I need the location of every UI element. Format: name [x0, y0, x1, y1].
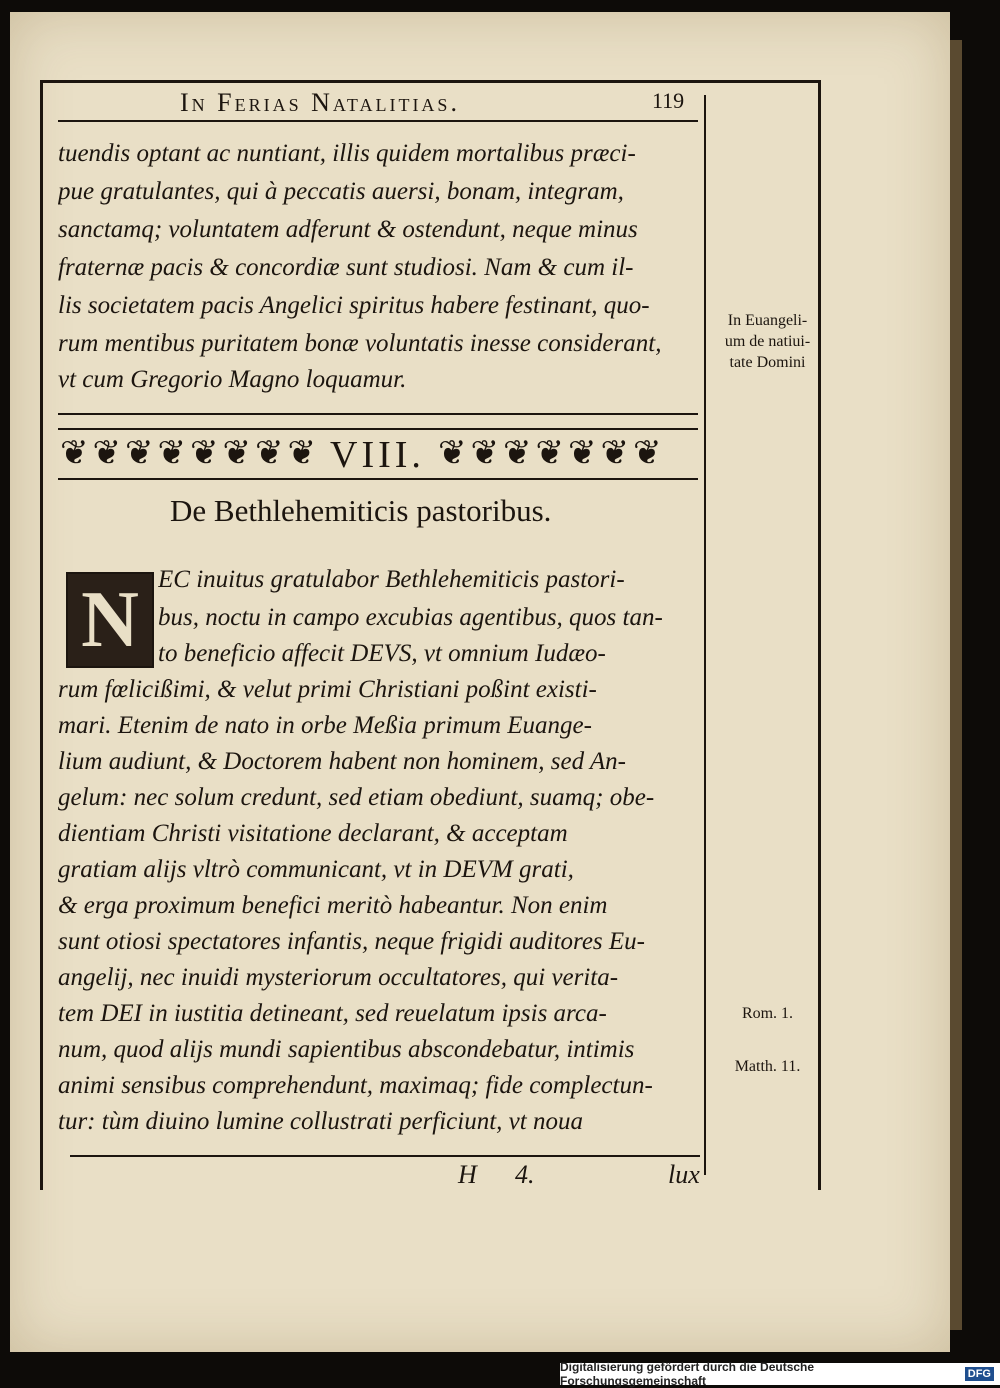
margin-note-matthew: Matth. 11. — [734, 1058, 801, 1075]
text-line: tur: tùm diuino lumine collustrati perficiunt, vt noua — [58, 1108, 583, 1135]
section-number: VIII. — [330, 434, 425, 476]
footer-text: Digitalisierung gefördert durch die Deutsche Forschungsgemeinschaft — [560, 1360, 815, 1388]
section-rule-top — [58, 413, 698, 415]
margin-note-line: In Euangeli- — [727, 312, 808, 329]
fleuron-icon: ❦ — [568, 433, 597, 473]
section-rule-upper — [58, 428, 698, 430]
section-title: De Bethlehemiticis pastoribus. — [170, 493, 552, 528]
text-line: lium audiunt, & Doctorem habent non hominem, sed An- — [58, 748, 626, 775]
text-column-rule — [704, 95, 706, 1175]
section-rule-lower — [58, 478, 698, 480]
fleuron-icon: ❦ — [255, 433, 284, 473]
text-line: num, quod alijs mundi sapientibus abscondebatur, intimis — [58, 1036, 635, 1063]
fleuron-icon: ❦ — [92, 433, 121, 473]
text-line: sanctamq; voluntatem adferunt & ostendunt, neque minus — [58, 216, 638, 243]
catchword: lux — [668, 1160, 700, 1189]
text-line: gelum: nec solum credunt, sed etiam obediunt, suamq; obe- — [58, 784, 655, 811]
page-edge — [950, 40, 962, 1330]
text-line: tem DEI in iustitia detineant, sed reuelatum ipsis arca- — [58, 1000, 607, 1027]
fleuron-icon: ❦ — [190, 433, 219, 473]
fleuron-icon: ❦ — [157, 433, 186, 473]
margin-note-line: um de natiui- — [724, 333, 811, 350]
text-line: rum fœlicißimi, & velut primi Christiani poßint existi- — [58, 676, 597, 703]
text-line: & erga proximum benefici meritò habeantur. Non enim — [58, 892, 608, 919]
text-line: to beneficio affecit DEVS, vt omnium Iudæo- — [158, 640, 606, 667]
ornament-row-right — [438, 433, 662, 473]
signature-mark: H — [458, 1160, 477, 1189]
fleuron-icon: ❦ — [470, 433, 499, 473]
fleuron-icon: ❦ — [503, 433, 532, 473]
fleuron-icon: ❦ — [125, 433, 154, 473]
bottom-rule — [70, 1155, 700, 1157]
fleuron-icon: ❦ — [60, 433, 89, 473]
dfg-logo-icon: DFG — [965, 1367, 994, 1381]
text-line: lis societatem pacis Angelici spiritus habere festinant, quo- — [58, 292, 650, 319]
text-line: tuendis optant ac nuntiant, illis quidem mortalibus præci- — [58, 140, 636, 167]
text-line: mari. Etenim de nato in orbe Meßia primum Euange- — [58, 712, 592, 739]
fleuron-icon: ❦ — [600, 433, 629, 473]
head-rule — [58, 120, 698, 122]
fleuron-icon: ❦ — [222, 433, 251, 473]
ornament-row-left — [60, 433, 316, 473]
decorated-initial: N — [66, 572, 154, 668]
text-line: bus, noctu in campo excubias agentibus, quos tan- — [158, 604, 663, 631]
page-number: 119 — [652, 88, 685, 113]
fleuron-icon: ❦ — [535, 433, 564, 473]
margin-note-line: tate Domini — [729, 354, 806, 371]
text-line: gratiam alijs vltrò communicant, vt in DEVM grati, — [58, 856, 574, 883]
left-rule — [40, 80, 43, 1190]
text-line: fraternæ pacis & concordiæ sunt studiosi. Nam & cum il- — [58, 254, 634, 281]
text-line: sunt otiosi spectatores infantis, neque frigidi auditores Eu- — [58, 928, 646, 955]
text-line: dientiam Christi visitatione declarant, & acceptam — [58, 820, 568, 847]
top-rule — [40, 80, 820, 83]
text-line: vt cum Gregorio Magno loquamur. — [58, 366, 407, 393]
signature-number: 4. — [515, 1160, 535, 1189]
text-line: angelij, nec inuidi mysteriorum occultatores, qui verita- — [58, 964, 619, 991]
running-head: In Ferias Natalitias. — [180, 88, 460, 117]
fleuron-icon: ❦ — [633, 433, 662, 473]
text-line: EC inuitus gratulabor Bethlehemiticis pastori- — [158, 566, 625, 593]
footer-bar — [560, 1360, 1000, 1388]
fleuron-icon: ❦ — [287, 433, 316, 473]
text-line: animi sensibus comprehendunt, maximaq; fide complectun- — [58, 1072, 653, 1099]
text-line: rum mentibus puritatem bonæ voluntatis inesse considerant, — [58, 330, 662, 357]
fleuron-icon: ❦ — [438, 433, 467, 473]
margin-note-gospel — [710, 310, 825, 373]
text-line: pue gratulantes, qui à peccatis auersi, bonam, integram, — [58, 178, 624, 205]
margin-note-romans: Rom. 1. — [741, 1005, 794, 1022]
